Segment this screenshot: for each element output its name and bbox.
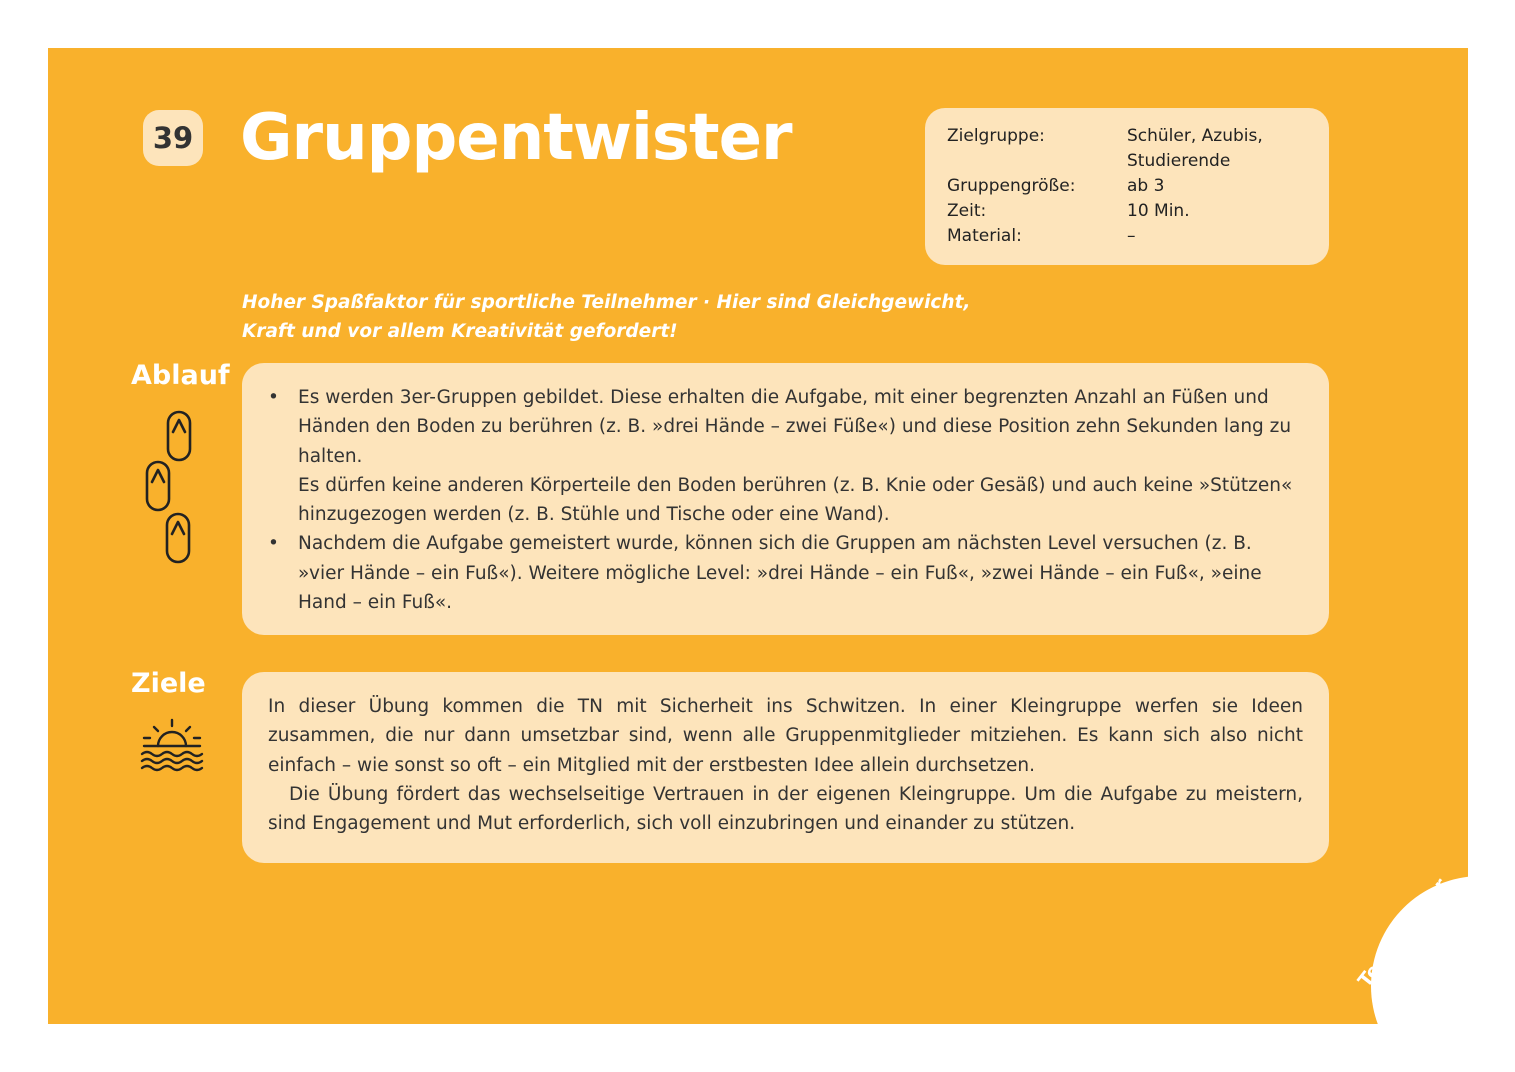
- info-label: Zeit:: [947, 201, 987, 221]
- info-row-gruppengroesse: [947, 174, 1309, 199]
- info-row-zielgruppe-cont: [947, 149, 1309, 174]
- section-heading-ablauf: Ablauf: [131, 360, 230, 391]
- info-value: –: [1127, 226, 1136, 246]
- info-row-material: [947, 224, 1309, 249]
- info-label: Material:: [947, 226, 1022, 246]
- flip-flops-icon: [143, 410, 203, 570]
- ziele-paragraph: Die Übung fördert das wechselseitige Vertrauen in der eigenen Kleingruppe. Um die Aufgabe zu meistern, sind Engagement und Mut erforderlich, sich voll einzubringen und einander zu stützen.: [268, 783, 1303, 835]
- card-number-badge: 39: [143, 110, 203, 166]
- page-title: Gruppentwister: [240, 101, 792, 175]
- ziele-panel: [242, 672, 1329, 863]
- ziele-paragraph: In dieser Übung kommen die TN mit Sicherheit ins Schwitzen. In einer Kleingruppe werfen sie Ideen zusammen, die nur dann umsetzbar sind, wenn alle Gruppenmitglieder mitziehen. Es kann sich also nicht einfach – wie sonst so oft – ein Mitglied mit der erstbesten Idee allein durchsetzen.: [268, 696, 1303, 776]
- info-label: Zielgruppe:: [947, 126, 1045, 146]
- info-label: [947, 149, 1127, 174]
- info-value: Schüler, Azubis,: [1127, 126, 1263, 146]
- section-heading-ziele: Ziele: [131, 668, 206, 699]
- bullet-icon: •: [268, 387, 279, 408]
- info-label: Gruppengröße:: [947, 176, 1076, 196]
- info-value: Studierende: [1127, 151, 1231, 171]
- bullet-icon: •: [268, 533, 279, 555]
- ablauf-panel: [242, 363, 1329, 635]
- bullet-text: Es werden 3er-Gruppen gebildet. Diese erhalten die Aufgabe, mit einer begrenzten Anzahl an Füßen und Händen den Boden zu berühren (z. B. »drei Hände – zwei Füße«) und diese Position zehn Sekunden lang zu halten.: [298, 387, 1292, 467]
- bullet-text: Nachdem die Aufgabe gemeistert wurde, können sich die Gruppen am nächsten Level versuchen (z. B. »vier Hände – ein Fuß«). Weitere mögliche Level: »drei Hände – ein Fuß«, »zwei Hände – ein Fuß«, »eine Hand – ein Fuß«.: [298, 533, 1262, 614]
- info-value: 10 Min.: [1127, 201, 1190, 221]
- list-item: [268, 383, 1303, 529]
- list-item: [268, 529, 1303, 617]
- tagline: Hoher Spaßfaktor für sportliche Teilnehmer · Hier sind Gleichgewicht, Kraft und vor allem Kreativität gefordert!: [242, 292, 971, 342]
- info-box: [925, 108, 1329, 265]
- bullet-continuation: Es dürfen keine anderen Körperteile den Boden berühren (z. B. Knie oder Gesäß) und auch keine »Stützen« hinzugezogen werden (z. B. Stühle und Tische oder eine Wand).: [298, 474, 1293, 526]
- brand-label: Teamergizer: [1353, 874, 1453, 992]
- info-value: ab 3: [1127, 176, 1165, 196]
- activity-card: [48, 48, 1468, 1024]
- info-row-zielgruppe: [947, 124, 1309, 149]
- info-row-zeit: [947, 199, 1309, 224]
- sunset-icon: [138, 716, 206, 776]
